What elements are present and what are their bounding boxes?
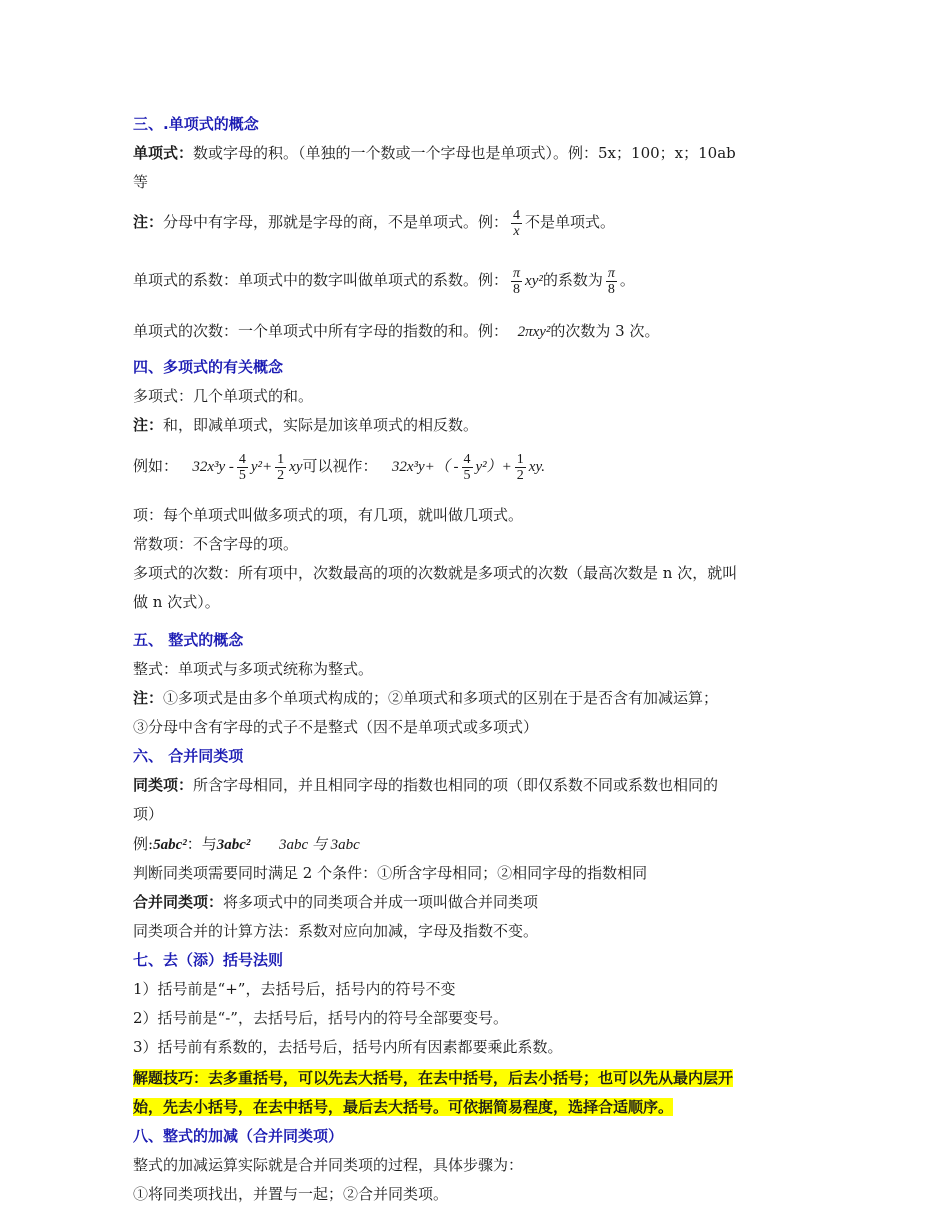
- tip-line-2: 始，先去小括号，在去中括号，最后去大括号。可依据简易程度，选择合适顺序。: [133, 1098, 674, 1116]
- like-terms-definition-1: 同类项：所含字母相同，并且相同字母的指数也相同的项（即仅系数不同或系数也相同的: [133, 776, 719, 794]
- polynomial-degree-2: 做 n 次式）。: [133, 593, 220, 611]
- bracket-rule-1: 1）括号前是“+”，去括号后，括号内的符号不变: [133, 980, 456, 998]
- monomial-degree: 单项式的次数：一个单项式中所有字母的指数的和。例： 2πxy²的次数为 3 次。: [133, 322, 660, 340]
- polynomial-definition: 多项式：几个单项式的和。: [133, 387, 314, 405]
- term-definition: 项：每个单项式叫做多项式的项，有几项，就叫做几项式。: [133, 506, 524, 524]
- section-7-heading: 七、去（添）括号法则: [133, 951, 284, 969]
- polynomial-example: 例如： 32x³y - $\frac{4}{5}$ y²+ $\frac{1}{2}$ xy可以视作： 32x³y+（ - $\frac{4}{5}$ y²）+ $\frac{1}{2}$ xy.: [133, 451, 546, 483]
- section-6-heading: 六、 合并同类项: [133, 747, 244, 765]
- fraction-1-over-2: $\frac{1}{2}$: [277, 451, 285, 483]
- integral-expression-definition: 整式：单项式与多项式统称为整式。: [133, 660, 374, 678]
- monomial-coefficient: 单项式的系数：单项式中的数字叫做单项式的系数。例： $\frac{\pi}{8}$ xy²的系数为 $\frac{\pi}{8}$ 。: [133, 265, 635, 297]
- addition-subtraction-line-1: 整式的加减运算实际就是合并同类项的过程，具体步骤为：: [133, 1156, 524, 1174]
- like-terms-conditions: 判断同类项需要同时满足 2 个条件：①所含字母相同；②相同字母的指数相同: [133, 864, 648, 882]
- section-5-heading: 五、 整式的概念: [133, 631, 244, 649]
- integral-expression-note-1: 注：①多项式是由多个单项式构成的；②单项式和多项式的区别在于是否含有加减运算；: [133, 689, 719, 707]
- section-8-heading: 八、整式的加减（合并同类项）: [133, 1127, 344, 1145]
- bracket-rule-2: 2）括号前是“-”，去括号后，括号内的符号全部要变号。: [133, 1009, 508, 1027]
- fraction-pi-over-8-result: $\frac{\pi}{8}$: [607, 265, 615, 297]
- like-terms-definition-2: 项）: [133, 805, 164, 823]
- merge-like-terms-definition: 合并同类项：将多项式中的同类项合并成一项叫做合并同类项: [133, 893, 539, 911]
- section-4-heading: 四、多项式的有关概念: [133, 358, 284, 376]
- polynomial-note: 注：和，即减单项式，实际是加该单项式的相反数。: [133, 416, 479, 434]
- merge-method: 同类项合并的计算方法：系数对应向加减，字母及指数不变。: [133, 922, 539, 940]
- fraction-4-over-5: $\frac{4}{5}$: [238, 451, 246, 483]
- monomial-definition: 单项式：数或字母的积。（单独的一个数或一个字母也是单项式）。例：5x；100；x；10ab: [133, 144, 736, 162]
- fraction-1-over-2-rewrite: $\frac{1}{2}$: [516, 451, 524, 483]
- addition-subtraction-line-2: ①将同类项找出，并置与一起；②合并同类项。: [133, 1185, 449, 1203]
- monomial-note: 注：分母中有字母，那就是字母的商，不是单项式。例： $\frac{4}{x}$ 不是单项式。: [133, 207, 616, 239]
- monomial-definition-cont: 等: [133, 173, 149, 191]
- integral-expression-note-2: ③分母中含有字母的式子不是整式（因不是单项式或多项式）: [133, 718, 539, 736]
- fraction-4-over-x: $\frac{4}{x}$: [513, 207, 521, 239]
- fraction-pi-over-8: $\frac{\pi}{8}$: [513, 265, 521, 297]
- tip-line-1: 解题技巧：去多重括号，可以先去大括号，在去中括号，后去小括号；也可以先从最内层开: [133, 1069, 734, 1087]
- bracket-rule-3: 3）括号前有系数的，去括号后，括号内所有因素都要乘此系数。: [133, 1038, 563, 1056]
- section-3-heading: 三、.单项式的概念: [133, 115, 259, 133]
- fraction-4-over-5-rewrite: $\frac{4}{5}$: [463, 451, 471, 483]
- like-terms-example: 例:5abc²：与3abc² 3abc 与 3abc: [133, 835, 360, 853]
- constant-term-definition: 常数项：不含字母的项。: [133, 535, 299, 553]
- polynomial-degree-1: 多项式的次数：所有项中，次数最高的项的次数就是多项式的次数（最高次数是 n 次，就叫: [133, 564, 738, 582]
